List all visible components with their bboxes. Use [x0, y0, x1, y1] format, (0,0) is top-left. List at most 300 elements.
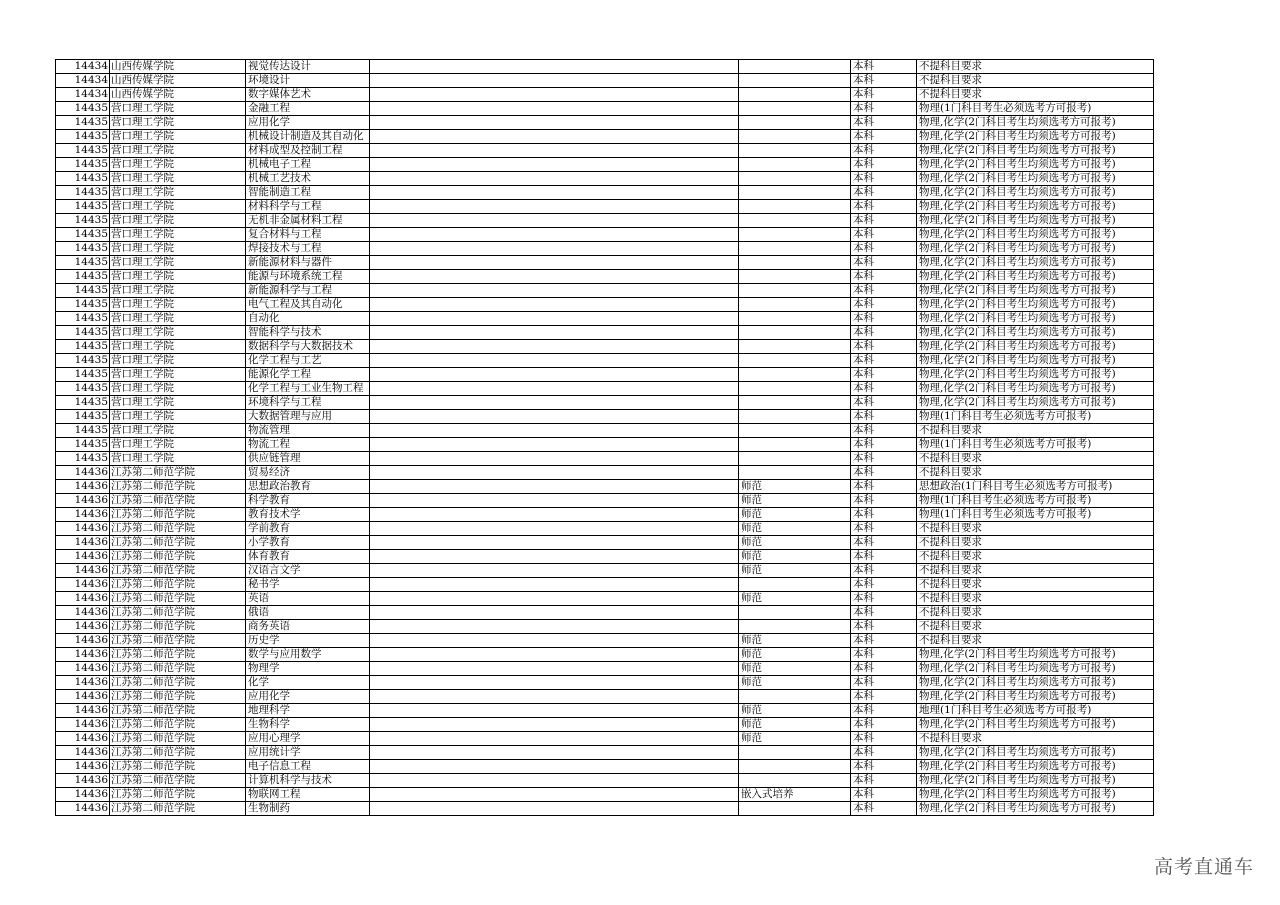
- subject-requirement-cell: 物理,化学(2门科目考生均须选考方可报考): [917, 396, 1154, 410]
- level-cell: 本科: [851, 410, 917, 424]
- subject-requirement-cell: 地理(1门科目考生必须选考方可报考): [917, 704, 1154, 718]
- level-cell: 本科: [851, 312, 917, 326]
- blank-cell: [370, 354, 739, 368]
- school-name-cell: 山西传媒学院: [110, 60, 246, 74]
- subject-requirement-cell: 不提科目要求: [917, 592, 1154, 606]
- blank-cell: [370, 634, 739, 648]
- level-cell: 本科: [851, 130, 917, 144]
- subject-requirement-cell: 物理,化学(2门科目考生均须选考方可报考): [917, 172, 1154, 186]
- table-row: [56, 564, 1154, 578]
- major-name-cell: 机械设计制造及其自动化: [246, 130, 370, 144]
- table-row: [56, 718, 1154, 732]
- blank-cell: [370, 130, 739, 144]
- major-name-cell: 汉语言文学: [246, 564, 370, 578]
- level-cell: 本科: [851, 270, 917, 284]
- table-row: [56, 620, 1154, 634]
- table-row: [56, 158, 1154, 172]
- school-code-cell: 14436: [56, 634, 110, 648]
- note-cell: [739, 298, 851, 312]
- note-cell: [739, 396, 851, 410]
- note-cell: [739, 214, 851, 228]
- blank-cell: [370, 452, 739, 466]
- subject-requirement-cell: 物理,化学(2门科目考生均须选考方可报考): [917, 298, 1154, 312]
- note-cell: 师范: [739, 676, 851, 690]
- school-code-cell: 14436: [56, 550, 110, 564]
- school-name-cell: 江苏第二师范学院: [110, 732, 246, 746]
- blank-cell: [370, 606, 739, 620]
- table-row: [56, 592, 1154, 606]
- level-cell: 本科: [851, 200, 917, 214]
- note-cell: 师范: [739, 662, 851, 676]
- subject-requirement-cell: 物理,化学(2门科目考生均须选考方可报考): [917, 214, 1154, 228]
- table-row: [56, 732, 1154, 746]
- subject-requirement-cell: 物理,化学(2门科目考生均须选考方可报考): [917, 158, 1154, 172]
- blank-cell: [370, 662, 739, 676]
- note-cell: [739, 424, 851, 438]
- blank-cell: [370, 102, 739, 116]
- blank-cell: [370, 774, 739, 788]
- level-cell: 本科: [851, 340, 917, 354]
- level-cell: 本科: [851, 438, 917, 452]
- note-cell: 师范: [739, 592, 851, 606]
- table-row: [56, 788, 1154, 802]
- blank-cell: [370, 116, 739, 130]
- subject-requirement-cell: 不提科目要求: [917, 452, 1154, 466]
- school-name-cell: 江苏第二师范学院: [110, 494, 246, 508]
- subject-requirement-cell: 不提科目要求: [917, 732, 1154, 746]
- level-cell: 本科: [851, 298, 917, 312]
- blank-cell: [370, 620, 739, 634]
- blank-cell: [370, 760, 739, 774]
- note-cell: [739, 802, 851, 816]
- note-cell: [739, 102, 851, 116]
- school-code-cell: 14435: [56, 354, 110, 368]
- level-cell: 本科: [851, 256, 917, 270]
- blank-cell: [370, 214, 739, 228]
- note-cell: [739, 452, 851, 466]
- school-name-cell: 江苏第二师范学院: [110, 704, 246, 718]
- school-code-cell: 14435: [56, 410, 110, 424]
- major-name-cell: 思想政治教育: [246, 480, 370, 494]
- subject-requirement-cell: 不提科目要求: [917, 536, 1154, 550]
- major-name-cell: 秘书学: [246, 578, 370, 592]
- subject-requirement-cell: 物理,化学(2门科目考生均须选考方可报考): [917, 368, 1154, 382]
- level-cell: 本科: [851, 102, 917, 116]
- level-cell: 本科: [851, 564, 917, 578]
- table-row: [56, 144, 1154, 158]
- school-name-cell: 营口理工学院: [110, 186, 246, 200]
- school-name-cell: 营口理工学院: [110, 326, 246, 340]
- level-cell: 本科: [851, 522, 917, 536]
- subject-requirement-cell: 物理(1门科目考生必须选考方可报考): [917, 508, 1154, 522]
- school-name-cell: 江苏第二师范学院: [110, 760, 246, 774]
- school-code-cell: 14435: [56, 200, 110, 214]
- school-name-cell: 江苏第二师范学院: [110, 480, 246, 494]
- school-name-cell: 江苏第二师范学院: [110, 648, 246, 662]
- note-cell: [739, 368, 851, 382]
- school-name-cell: 江苏第二师范学院: [110, 620, 246, 634]
- subject-requirement-cell: 不提科目要求: [917, 564, 1154, 578]
- level-cell: 本科: [851, 508, 917, 522]
- table-row: [56, 634, 1154, 648]
- level-cell: 本科: [851, 144, 917, 158]
- level-cell: 本科: [851, 88, 917, 102]
- school-code-cell: 14436: [56, 732, 110, 746]
- major-name-cell: 金融工程: [246, 102, 370, 116]
- blank-cell: [370, 480, 739, 494]
- school-code-cell: 14436: [56, 466, 110, 480]
- blank-cell: [370, 270, 739, 284]
- level-cell: 本科: [851, 802, 917, 816]
- blank-cell: [370, 312, 739, 326]
- school-code-cell: 14435: [56, 158, 110, 172]
- subject-requirement-cell: 不提科目要求: [917, 60, 1154, 74]
- school-code-cell: 14435: [56, 116, 110, 130]
- blank-cell: [370, 200, 739, 214]
- major-name-cell: 物流工程: [246, 438, 370, 452]
- blank-cell: [370, 242, 739, 256]
- note-cell: 嵌入式培养: [739, 788, 851, 802]
- note-cell: [739, 760, 851, 774]
- major-name-cell: 应用化学: [246, 690, 370, 704]
- level-cell: 本科: [851, 424, 917, 438]
- table-row: [56, 480, 1154, 494]
- school-code-cell: 14435: [56, 424, 110, 438]
- level-cell: 本科: [851, 704, 917, 718]
- blank-cell: [370, 564, 739, 578]
- note-cell: [739, 284, 851, 298]
- blank-cell: [370, 578, 739, 592]
- major-name-cell: 供应链管理: [246, 452, 370, 466]
- blank-cell: [370, 690, 739, 704]
- level-cell: 本科: [851, 494, 917, 508]
- subject-requirement-cell: 物理,化学(2门科目考生均须选考方可报考): [917, 662, 1154, 676]
- school-name-cell: 营口理工学院: [110, 368, 246, 382]
- table-row: [56, 102, 1154, 116]
- level-cell: 本科: [851, 186, 917, 200]
- note-cell: [739, 200, 851, 214]
- table-row: [56, 802, 1154, 816]
- note-cell: [739, 466, 851, 480]
- major-name-cell: 小学教育: [246, 536, 370, 550]
- school-name-cell: 营口理工学院: [110, 298, 246, 312]
- major-name-cell: 智能科学与技术: [246, 326, 370, 340]
- school-code-cell: 14434: [56, 60, 110, 74]
- level-cell: 本科: [851, 578, 917, 592]
- blank-cell: [370, 550, 739, 564]
- school-code-cell: 14435: [56, 438, 110, 452]
- subject-requirement-cell: 物理(1门科目考生必须选考方可报考): [917, 438, 1154, 452]
- school-code-cell: 14435: [56, 368, 110, 382]
- table-row: [56, 256, 1154, 270]
- blank-cell: [370, 88, 739, 102]
- school-code-cell: 14435: [56, 326, 110, 340]
- table-row: [56, 452, 1154, 466]
- table-row: [56, 648, 1154, 662]
- note-cell: 师范: [739, 508, 851, 522]
- school-name-cell: 营口理工学院: [110, 452, 246, 466]
- school-name-cell: 江苏第二师范学院: [110, 522, 246, 536]
- blank-cell: [370, 746, 739, 760]
- level-cell: 本科: [851, 662, 917, 676]
- table-row: [56, 172, 1154, 186]
- school-name-cell: 江苏第二师范学院: [110, 508, 246, 522]
- blank-cell: [370, 186, 739, 200]
- school-code-cell: 14435: [56, 382, 110, 396]
- school-name-cell: 营口理工学院: [110, 242, 246, 256]
- subject-requirement-cell: 物理,化学(2门科目考生均须选考方可报考): [917, 648, 1154, 662]
- table-row: [56, 508, 1154, 522]
- blank-cell: [370, 74, 739, 88]
- school-name-cell: 营口理工学院: [110, 284, 246, 298]
- note-cell: [739, 60, 851, 74]
- major-name-cell: 科学教育: [246, 494, 370, 508]
- note-cell: [739, 158, 851, 172]
- school-name-cell: 营口理工学院: [110, 200, 246, 214]
- major-name-cell: 环境科学与工程: [246, 396, 370, 410]
- table-body: [56, 60, 1154, 816]
- school-name-cell: 营口理工学院: [110, 228, 246, 242]
- school-name-cell: 营口理工学院: [110, 312, 246, 326]
- table-row: [56, 606, 1154, 620]
- table-row: [56, 284, 1154, 298]
- subject-requirement-cell: 物理,化学(2门科目考生均须选考方可报考): [917, 746, 1154, 760]
- level-cell: 本科: [851, 746, 917, 760]
- major-name-cell: 复合材料与工程: [246, 228, 370, 242]
- enrollment-table: [55, 59, 1154, 816]
- table-row: [56, 228, 1154, 242]
- major-name-cell: 教育技术学: [246, 508, 370, 522]
- table-row: [56, 214, 1154, 228]
- major-name-cell: 俄语: [246, 606, 370, 620]
- level-cell: 本科: [851, 158, 917, 172]
- major-name-cell: 商务英语: [246, 620, 370, 634]
- subject-requirement-cell: 物理,化学(2门科目考生均须选考方可报考): [917, 186, 1154, 200]
- table-row: [56, 200, 1154, 214]
- school-code-cell: 14436: [56, 480, 110, 494]
- level-cell: 本科: [851, 718, 917, 732]
- note-cell: [739, 382, 851, 396]
- note-cell: [739, 228, 851, 242]
- blank-cell: [370, 424, 739, 438]
- major-name-cell: 机械电子工程: [246, 158, 370, 172]
- table-row: [56, 130, 1154, 144]
- school-code-cell: 14436: [56, 676, 110, 690]
- major-name-cell: 物联网工程: [246, 788, 370, 802]
- major-name-cell: 环境设计: [246, 74, 370, 88]
- table-row: [56, 354, 1154, 368]
- note-cell: [739, 312, 851, 326]
- school-code-cell: 14435: [56, 130, 110, 144]
- note-cell: [739, 746, 851, 760]
- level-cell: 本科: [851, 60, 917, 74]
- school-name-cell: 江苏第二师范学院: [110, 466, 246, 480]
- table-row: [56, 116, 1154, 130]
- subject-requirement-cell: 物理(1门科目考生必须选考方可报考): [917, 494, 1154, 508]
- school-name-cell: 营口理工学院: [110, 410, 246, 424]
- major-name-cell: 能源化学工程: [246, 368, 370, 382]
- table-row: [56, 424, 1154, 438]
- blank-cell: [370, 144, 739, 158]
- major-name-cell: 应用心理学: [246, 732, 370, 746]
- table-row: [56, 676, 1154, 690]
- school-name-cell: 营口理工学院: [110, 144, 246, 158]
- subject-requirement-cell: 物理(1门科目考生必须选考方可报考): [917, 102, 1154, 116]
- subject-requirement-cell: 思想政治(1门科目考生必须选考方可报考): [917, 480, 1154, 494]
- table-row: [56, 88, 1154, 102]
- note-cell: [739, 410, 851, 424]
- school-name-cell: 江苏第二师范学院: [110, 564, 246, 578]
- subject-requirement-cell: 不提科目要求: [917, 620, 1154, 634]
- school-code-cell: 14435: [56, 340, 110, 354]
- blank-cell: [370, 494, 739, 508]
- major-name-cell: 材料科学与工程: [246, 200, 370, 214]
- school-name-cell: 江苏第二师范学院: [110, 718, 246, 732]
- major-name-cell: 新能源科学与工程: [246, 284, 370, 298]
- table-row: [56, 704, 1154, 718]
- blank-cell: [370, 676, 739, 690]
- school-code-cell: 14435: [56, 452, 110, 466]
- school-code-cell: 14435: [56, 228, 110, 242]
- major-name-cell: 数字媒体艺术: [246, 88, 370, 102]
- blank-cell: [370, 60, 739, 74]
- subject-requirement-cell: 不提科目要求: [917, 606, 1154, 620]
- major-name-cell: 电气工程及其自动化: [246, 298, 370, 312]
- table-row: [56, 340, 1154, 354]
- school-name-cell: 江苏第二师范学院: [110, 802, 246, 816]
- note-cell: 师范: [739, 550, 851, 564]
- level-cell: 本科: [851, 172, 917, 186]
- major-name-cell: 地理科学: [246, 704, 370, 718]
- level-cell: 本科: [851, 788, 917, 802]
- blank-cell: [370, 466, 739, 480]
- subject-requirement-cell: 物理,化学(2门科目考生均须选考方可报考): [917, 242, 1154, 256]
- table-row: [56, 396, 1154, 410]
- subject-requirement-cell: 物理,化学(2门科目考生均须选考方可报考): [917, 340, 1154, 354]
- subject-requirement-cell: 不提科目要求: [917, 634, 1154, 648]
- school-code-cell: 14435: [56, 144, 110, 158]
- subject-requirement-cell: 物理,化学(2门科目考生均须选考方可报考): [917, 676, 1154, 690]
- blank-cell: [370, 228, 739, 242]
- note-cell: [739, 88, 851, 102]
- school-name-cell: 营口理工学院: [110, 354, 246, 368]
- subject-requirement-cell: 物理,化学(2门科目考生均须选考方可报考): [917, 326, 1154, 340]
- subject-requirement-cell: 物理,化学(2门科目考生均须选考方可报考): [917, 284, 1154, 298]
- major-name-cell: 无机非金属材料工程: [246, 214, 370, 228]
- school-code-cell: 14436: [56, 578, 110, 592]
- subject-requirement-cell: 物理,化学(2门科目考生均须选考方可报考): [917, 256, 1154, 270]
- school-name-cell: 营口理工学院: [110, 116, 246, 130]
- table-row: [56, 242, 1154, 256]
- table-row: [56, 368, 1154, 382]
- school-code-cell: 14436: [56, 788, 110, 802]
- table-row: [56, 522, 1154, 536]
- subject-requirement-cell: 物理,化学(2门科目考生均须选考方可报考): [917, 802, 1154, 816]
- major-name-cell: 应用化学: [246, 116, 370, 130]
- note-cell: 师范: [739, 634, 851, 648]
- level-cell: 本科: [851, 606, 917, 620]
- school-code-cell: 14436: [56, 690, 110, 704]
- blank-cell: [370, 704, 739, 718]
- level-cell: 本科: [851, 690, 917, 704]
- table-row: [56, 74, 1154, 88]
- note-cell: [739, 606, 851, 620]
- major-name-cell: 能源与环境系统工程: [246, 270, 370, 284]
- blank-cell: [370, 592, 739, 606]
- note-cell: 师范: [739, 564, 851, 578]
- school-code-cell: 14436: [56, 774, 110, 788]
- level-cell: 本科: [851, 774, 917, 788]
- table-row: [56, 410, 1154, 424]
- level-cell: 本科: [851, 214, 917, 228]
- subject-requirement-cell: 物理,化学(2门科目考生均须选考方可报考): [917, 116, 1154, 130]
- subject-requirement-cell: 物理(1门科目考生必须选考方可报考): [917, 410, 1154, 424]
- school-name-cell: 江苏第二师范学院: [110, 746, 246, 760]
- blank-cell: [370, 382, 739, 396]
- school-name-cell: 营口理工学院: [110, 172, 246, 186]
- level-cell: 本科: [851, 382, 917, 396]
- note-cell: 师范: [739, 704, 851, 718]
- school-name-cell: 江苏第二师范学院: [110, 662, 246, 676]
- level-cell: 本科: [851, 116, 917, 130]
- school-code-cell: 14434: [56, 88, 110, 102]
- subject-requirement-cell: 物理,化学(2门科目考生均须选考方可报考): [917, 690, 1154, 704]
- school-code-cell: 14436: [56, 648, 110, 662]
- blank-cell: [370, 522, 739, 536]
- major-name-cell: 学前教育: [246, 522, 370, 536]
- table-row: [56, 690, 1154, 704]
- subject-requirement-cell: 不提科目要求: [917, 424, 1154, 438]
- level-cell: 本科: [851, 284, 917, 298]
- school-code-cell: 14436: [56, 536, 110, 550]
- level-cell: 本科: [851, 228, 917, 242]
- table-row: [56, 746, 1154, 760]
- school-code-cell: 14436: [56, 746, 110, 760]
- blank-cell: [370, 340, 739, 354]
- table-row: [56, 760, 1154, 774]
- note-cell: 师范: [739, 494, 851, 508]
- major-name-cell: 自动化: [246, 312, 370, 326]
- note-cell: 师范: [739, 648, 851, 662]
- blank-cell: [370, 438, 739, 452]
- school-code-cell: 14435: [56, 102, 110, 116]
- note-cell: [739, 340, 851, 354]
- blank-cell: [370, 536, 739, 550]
- table-row: [56, 186, 1154, 200]
- blank-cell: [370, 718, 739, 732]
- subject-requirement-cell: 物理,化学(2门科目考生均须选考方可报考): [917, 774, 1154, 788]
- note-cell: [739, 242, 851, 256]
- school-code-cell: 14435: [56, 298, 110, 312]
- school-name-cell: 山西传媒学院: [110, 74, 246, 88]
- school-name-cell: 江苏第二师范学院: [110, 592, 246, 606]
- note-cell: [739, 270, 851, 284]
- subject-requirement-cell: 不提科目要求: [917, 466, 1154, 480]
- major-name-cell: 应用统计学: [246, 746, 370, 760]
- school-code-cell: 14436: [56, 592, 110, 606]
- school-code-cell: 14436: [56, 494, 110, 508]
- school-code-cell: 14435: [56, 284, 110, 298]
- subject-requirement-cell: 不提科目要求: [917, 88, 1154, 102]
- table-row: [56, 312, 1154, 326]
- school-name-cell: 江苏第二师范学院: [110, 774, 246, 788]
- major-name-cell: 数据科学与大数据技术: [246, 340, 370, 354]
- note-cell: [739, 116, 851, 130]
- school-code-cell: 14436: [56, 564, 110, 578]
- school-name-cell: 营口理工学院: [110, 396, 246, 410]
- school-name-cell: 营口理工学院: [110, 102, 246, 116]
- school-code-cell: 14436: [56, 760, 110, 774]
